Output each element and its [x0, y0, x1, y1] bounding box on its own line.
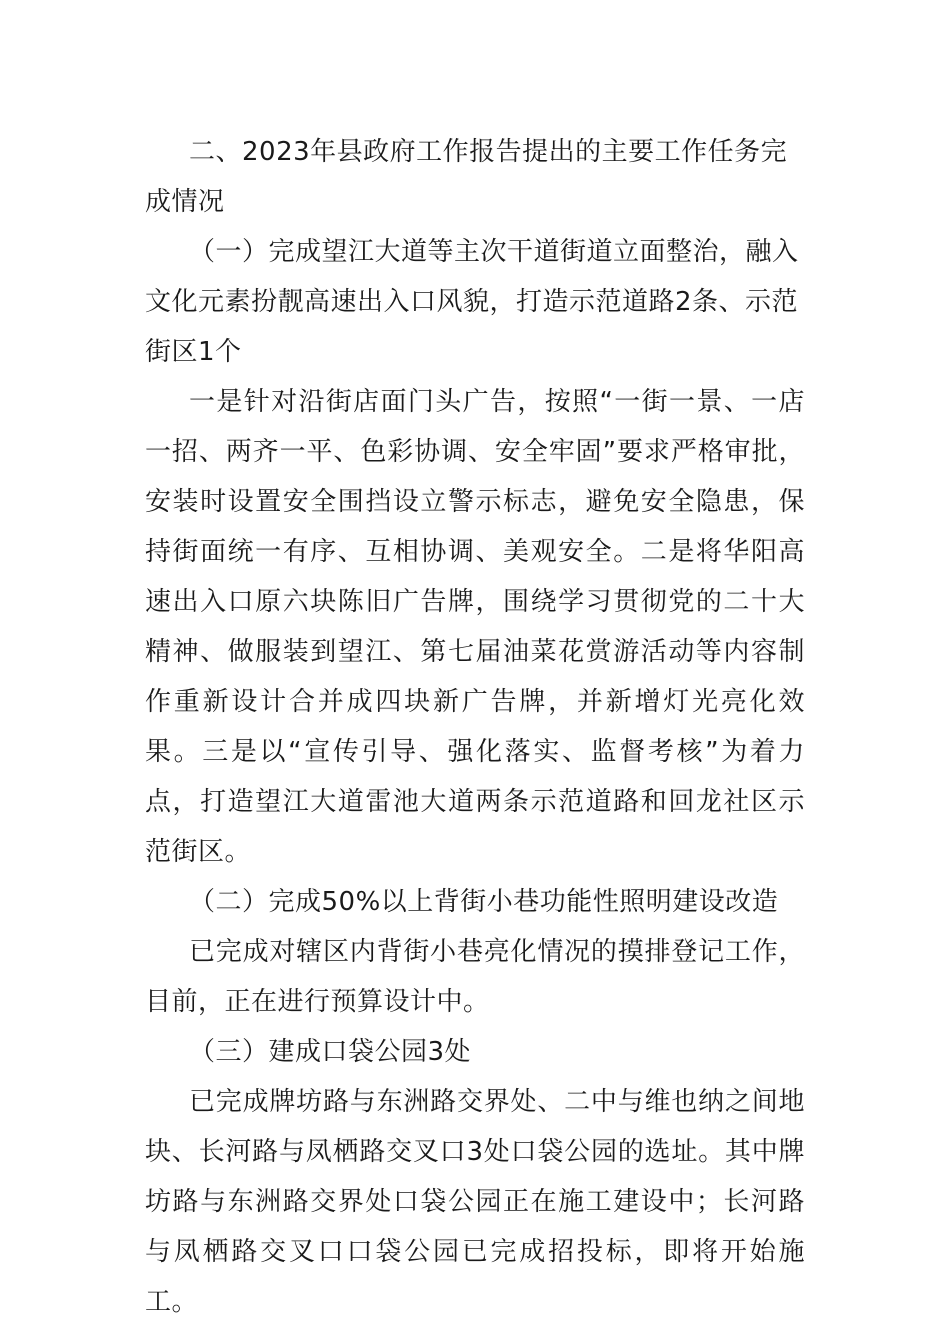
- section-title: 二、2023年县政府工作报告提出的主要工作任务完成情况: [145, 137, 788, 217]
- item-2-heading: （二）完成50%以上背街小巷功能性照明建设改造: [189, 887, 779, 917]
- item-3-heading: （三）建成口袋公园3处: [189, 1037, 472, 1067]
- item-3-body: 已完成牌坊路与东洲路交界处、二中与维也纳之间地块、长河路与凤栖路交叉口3处口袋公园的选址。其中牌坊路与东洲路交界处口袋公园正在施工建设中；长河路与凤栖路交叉口口袋公园已完成招投标，即将开始施工。: [145, 1087, 805, 1317]
- item-1-heading: （一）完成望江大道等主次干道街道立面整治，融入文化元素扮靓高速出入口风貌，打造示范道路2条、示范街区1个: [145, 237, 799, 367]
- item-1-body: 一是针对沿街店面门头广告，按照“一街一景、一店一招、两齐一平、色彩协调、安全牢固”要求严格审批，安装时设置安全围挡设立警示标志，避免安全隐患，保持街面统一有序、互相协调、美观安全。二是将华阳高速出入口原六块陈旧广告牌，围绕学习贯彻党的二十大精神、做服装到望江、第七届油菜花赏游活动等内容制作重新设计合并成四块新广告牌，并新增灯光亮化效果。三是以“宣传引导、强化落实、监督考核”为着力点，打造望江大道雷池大道两条示范道路和回龙社区示范街区。: [145, 387, 805, 867]
- document-body: [145, 127, 805, 1327]
- item-2-body: 已完成对辖区内背街小巷亮化情况的摸排登记工作，目前，正在进行预算设计中。: [145, 937, 805, 1017]
